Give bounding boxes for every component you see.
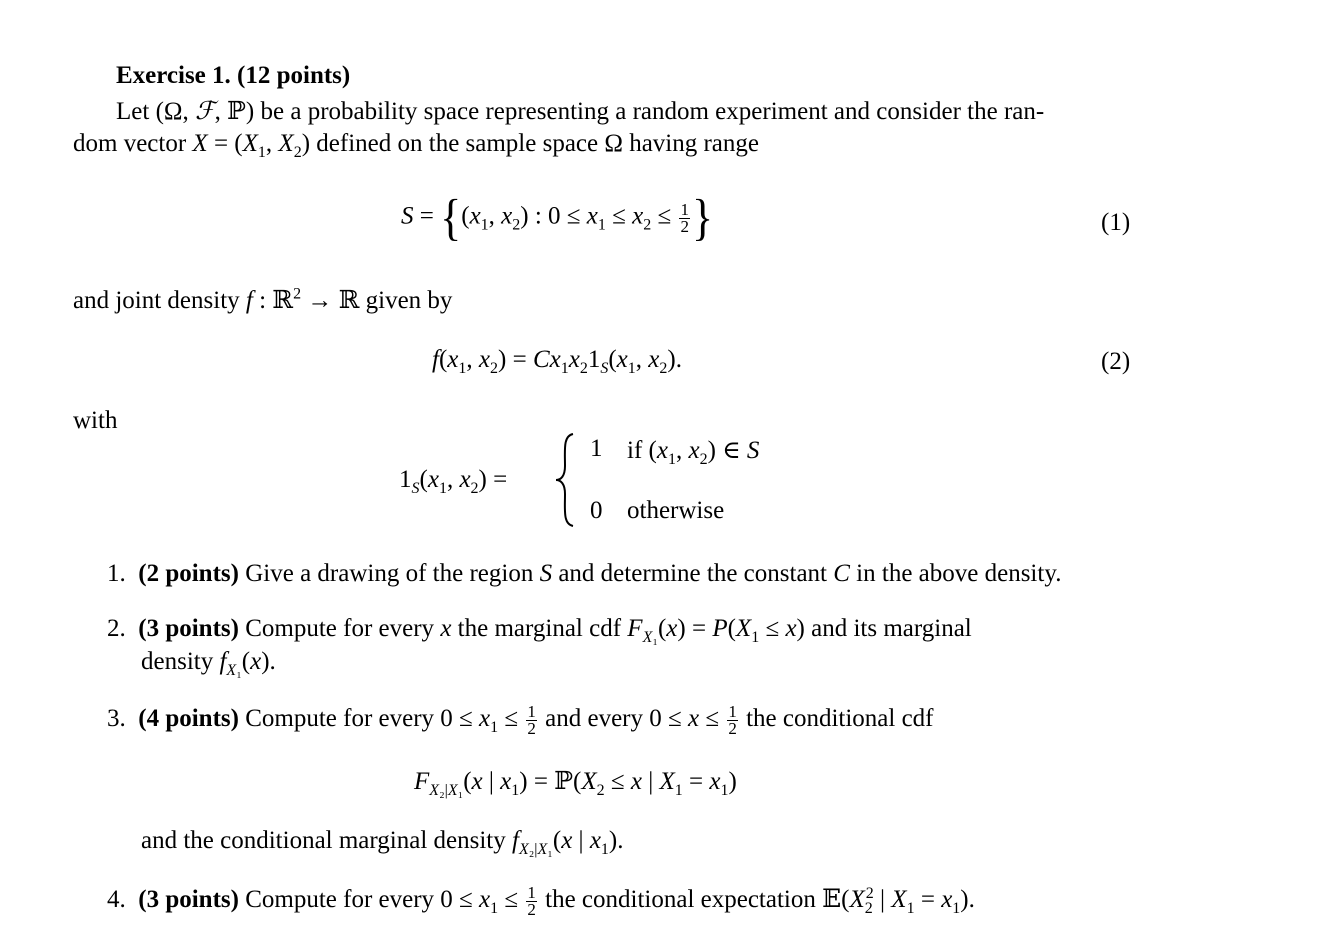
item-2-line-1: 2. (3 points) Compute for every x the marginal cdf $F_{X_1}(x) = P(X_1 \le x)$ and its marginal [107, 615, 972, 646]
item-3-line-1: 3. (4 points) Compute for every $0 \le x_1$ ≤ $\frac{1}{2}$ and every 0 ≤ x ≤ $\frac{1}{2}$ the conditional cdf [107, 702, 934, 738]
item-3-tail: and the conditional marginal density $f_{X_2|X_1}(x$ | $x_1$). [141, 827, 624, 858]
intro-line-2: dom vector $X = (X_1$, $X_2$) defined on the sample space Ω having range [73, 130, 760, 161]
case-zero-value: 0 [590, 497, 603, 524]
equation-2: $f(x_1$, $x_2) = Cx_1x_21_S(x_1$, $x_2$). [432, 346, 682, 377]
exercise-title: Exercise 1. (12 points) [116, 62, 351, 89]
indicator-lhs: $1_S(x_1$, $x_2$) = [399, 466, 508, 497]
cases-brace-icon [553, 430, 579, 530]
with-text: with [73, 407, 118, 434]
equation-2-label: (2) [1101, 348, 1131, 375]
case-one-value: 1 [590, 435, 603, 462]
equation-1: $S = \{(x_1$, $x_2$) : $0 \le x_1 \le x_2$ ≤ $\frac{1}{2}$ } [401, 189, 714, 246]
item-1: 1. (2 points) Give a drawing of the region S and determine the constant C in the above density. [107, 560, 1062, 587]
item-3-equation: $F_{X_2|X_1}(x$ | $x_1$) = $ℙ(X_2 \le x$ | $X_1 = x_1$) [414, 768, 737, 799]
equation-1-label: (1) [1101, 209, 1131, 236]
item-2-line-2: density $f_{X_1}(x)$. [141, 648, 276, 679]
item-4: 4. (3 points) Compute for every $0 \le x_1$ ≤ $\frac{1}{2}$ the conditional expectation $𝔼(X_2^2$ | $X_1 = x_1$). [107, 882, 975, 919]
intro-line-1: Let (Ω, ℱ, ℙ) be a probability space representing a random experiment and consider the ran- [116, 98, 1045, 125]
case-one-condition: if ($x_1$, $x_2$) ∈ S [627, 437, 760, 468]
case-zero-condition: otherwise [627, 497, 725, 524]
joint-density-text: and joint density f : ℝ$^2$ → ℝ given by [73, 285, 453, 314]
